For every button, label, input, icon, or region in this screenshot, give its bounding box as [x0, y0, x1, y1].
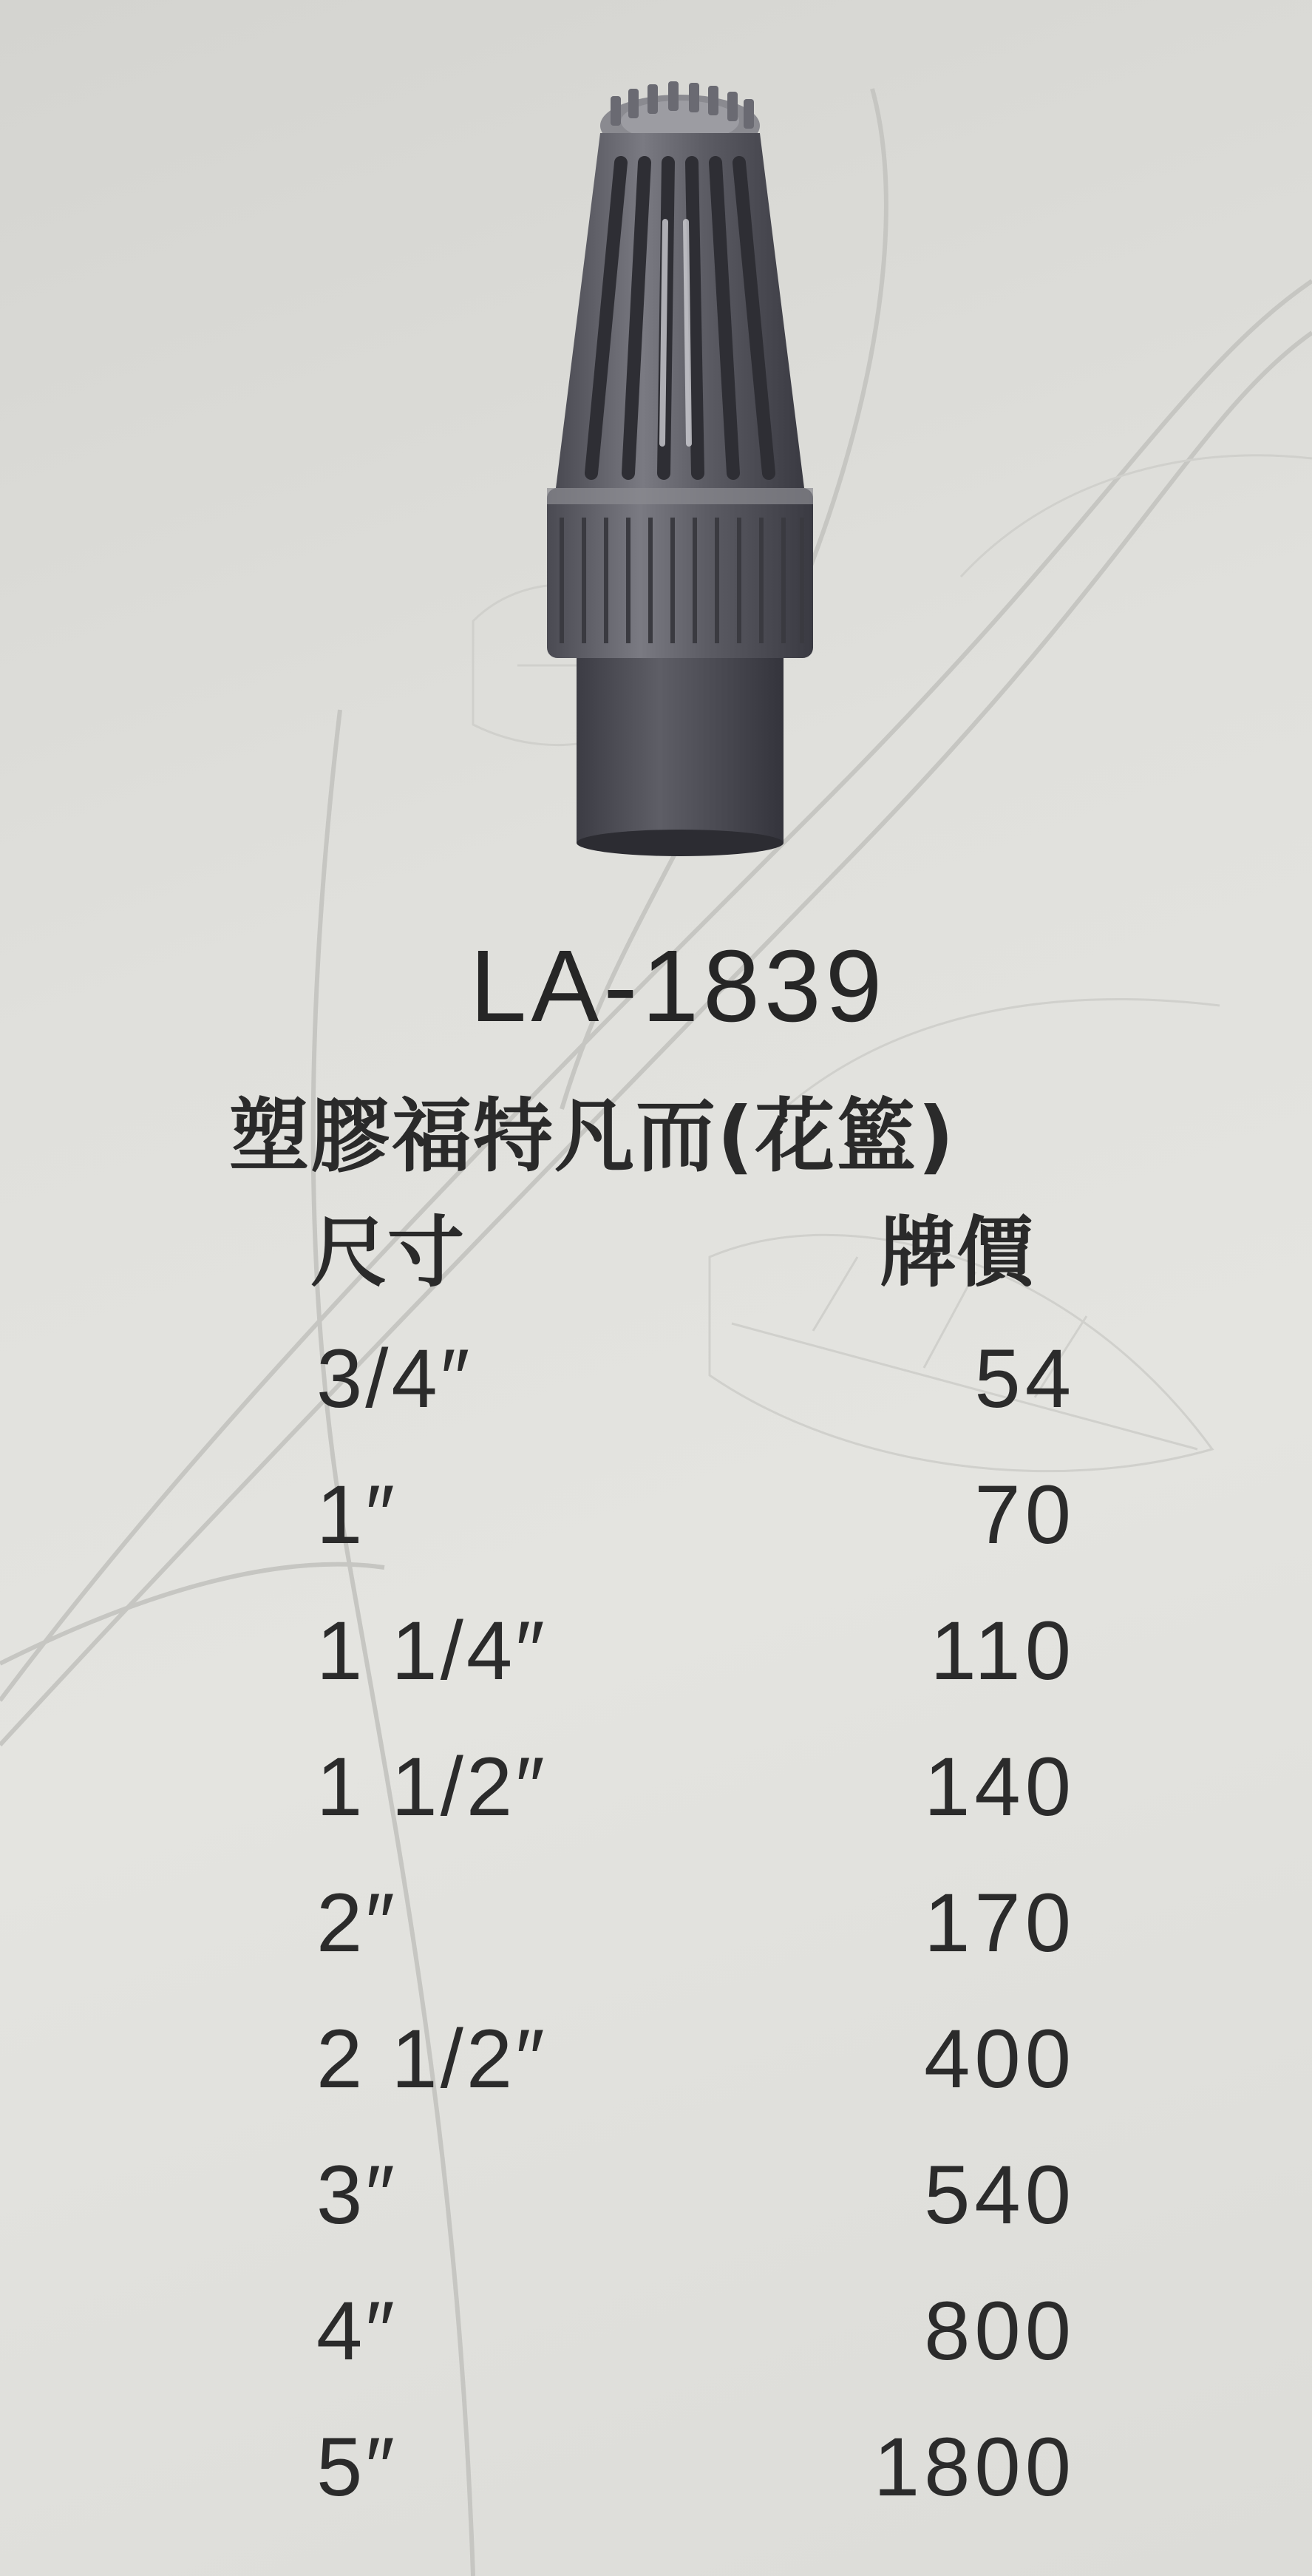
- table-row: [0, 1603, 1312, 1739]
- price-cell: 170: [924, 1877, 1075, 1969]
- price-cell: 54: [974, 1332, 1075, 1425]
- size-cell: 1″: [316, 1468, 398, 1561]
- foot-valve-product-image: [517, 74, 843, 858]
- size-cell: 1 1/2″: [316, 1741, 548, 1833]
- table-row: [0, 2419, 1312, 2555]
- table-row: [0, 1875, 1312, 2011]
- size-cell: 1 1/4″: [316, 1604, 548, 1697]
- price-cell: 1800: [873, 2421, 1075, 2513]
- table-row: [0, 1331, 1312, 1467]
- size-cell: 4″: [316, 2285, 398, 2377]
- table-row: [0, 1467, 1312, 1603]
- product-name: 塑膠福特凡而(花籃): [229, 1091, 956, 1183]
- price-cell: 140: [924, 1741, 1075, 1833]
- price-cell: 110: [930, 1604, 1075, 1697]
- size-cell: 3/4″: [316, 1332, 473, 1425]
- price-cell: 70: [974, 1468, 1075, 1561]
- price-cell: 400: [924, 2013, 1075, 2105]
- size-cell: 5″: [316, 2421, 398, 2513]
- size-cell: 2″: [316, 1877, 398, 1969]
- table-row: [0, 1739, 1312, 1875]
- size-cell: 2 1/2″: [316, 2013, 548, 2105]
- price-cell: 800: [924, 2285, 1075, 2377]
- price-table: [0, 1331, 1312, 2555]
- size-cell: 3″: [316, 2149, 398, 2241]
- table-row: [0, 2011, 1312, 2147]
- size-column-header: 尺寸: [310, 1207, 465, 1298]
- model-number: LA-1839: [469, 929, 887, 1043]
- price-column-header: 牌價: [880, 1207, 1034, 1298]
- table-row: [0, 2283, 1312, 2419]
- table-row: [0, 2147, 1312, 2283]
- price-cell: 540: [924, 2149, 1075, 2241]
